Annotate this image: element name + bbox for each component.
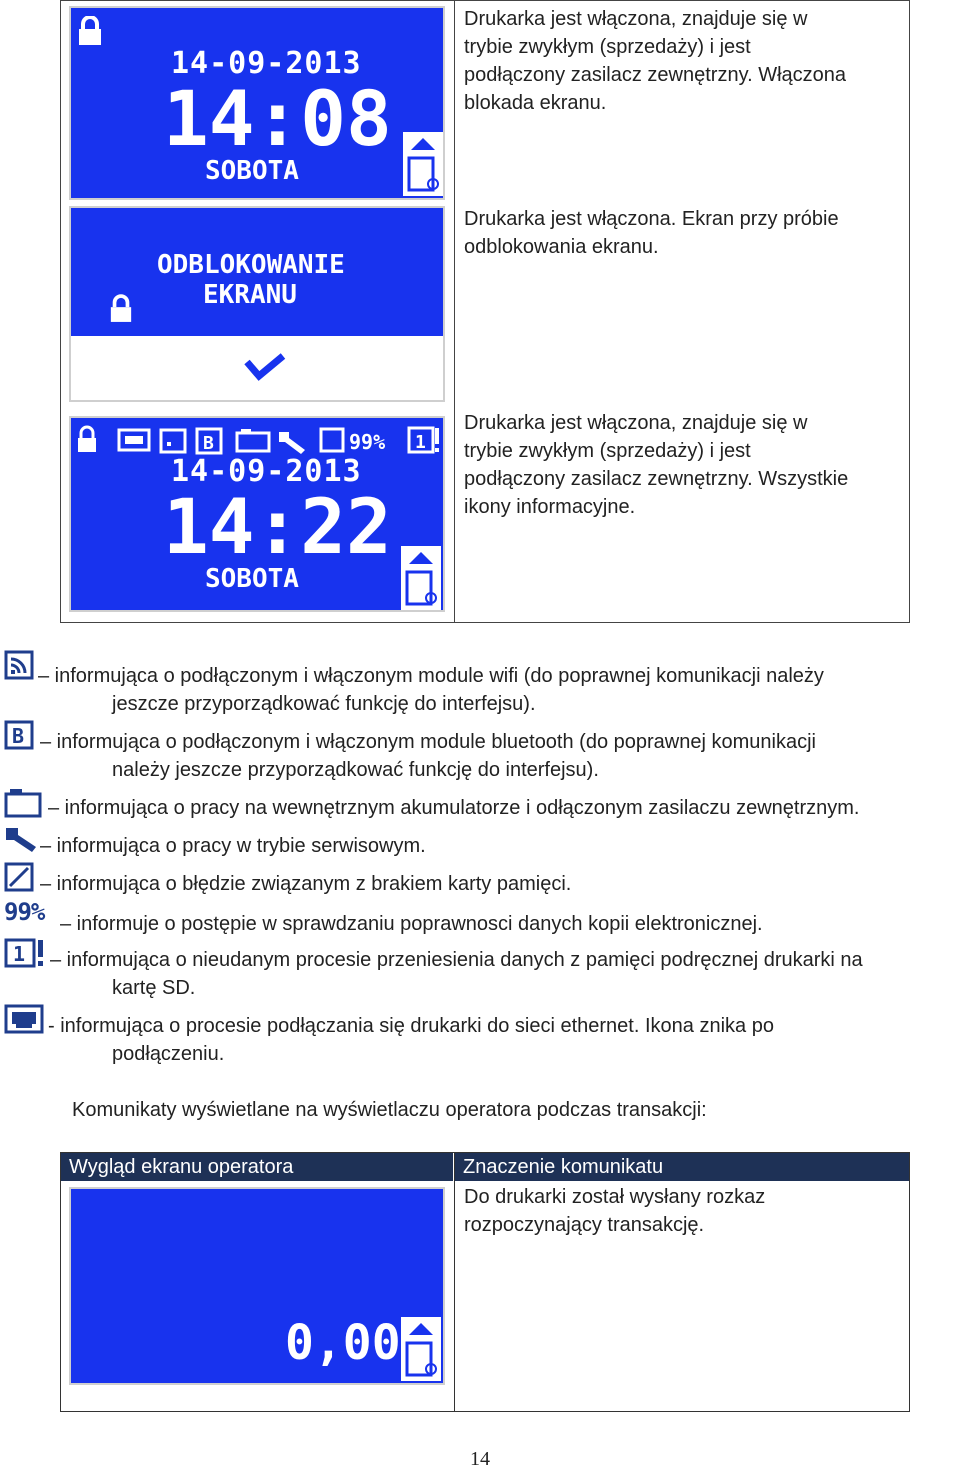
desc-line: ikony informacyjne. [464,496,636,518]
legend-text: – informuje o postępie w sprawdzaniu poprawnosci danych kopii elektronicznej. [60,913,763,935]
legend-item-ethernet [0,1004,960,1066]
sd-card-error-icon [4,862,36,892]
section-title: Komunikaty wyświetlane na wyświetlaczu operatora podczas transakcji: [72,1099,707,1121]
status-pct: 99% [349,430,386,454]
desc-line: trybie zwykłym (sprzedaży) i jest [464,440,751,462]
legend-item-number-one [0,938,960,1000]
screen-day: SOBOTA [205,564,299,594]
legend-item-sd [0,862,960,896]
desc-line: Drukarka jest włączona. Ekran przy próbie [464,208,839,230]
legend-text: – informująca o nieudanym procesie przeniesienia danych z pamięci podręcznej drukarki na [50,949,863,971]
legend-item-percent [0,898,960,938]
battery-icon [4,788,44,818]
screen-unlock [69,206,445,402]
desc-line: Drukarka jest włączona, znajduje się w [464,8,808,30]
transaction-table [60,1152,910,1412]
legend-text: – informująca o pracy na wewnętrznym akumulatorze i odłączonym zasilaczu zewnętrznym. [48,797,860,819]
svg-text:B: B [12,724,25,748]
lock-icon [109,294,133,324]
desc-line: rozpoczynający transakcję. [464,1214,705,1236]
desc-line: Do drukarki został wysłany rozkaz [464,1186,766,1208]
confirm-bar[interactable] [71,336,443,400]
desc-line: trybie zwykłym (sprzedaży) i jest [464,36,751,58]
legend-text: – informująca o błędzie związanym z brakiem karty pamięci. [40,873,572,895]
legend-item-wrench [0,824,960,858]
desc-line: odblokowania ekranu. [464,236,659,258]
row3-description [464,409,904,521]
wrench-icon [4,824,40,854]
screen-date: 14-09-2013 [171,454,362,489]
unlock-line2: EKRANU [203,280,297,310]
screen-transaction [69,1187,445,1385]
col-header-screen: Wygląd ekranu operatora [61,1153,453,1181]
desc-line: podłączony zasilacz zewnętrzny. Włączona [464,64,847,86]
ethernet-icon [4,1004,46,1034]
bt-letter: B [203,433,214,454]
paper-roll-icon [401,1317,441,1381]
row2-description [464,205,904,261]
wifi-icon [4,650,34,680]
screen-day: SOBOTA [205,156,299,186]
legend-item-wifi [0,648,960,715]
legend-text: – informująca o podłączonym i włączonym module wifi (do poprawnej komunikacji należy [38,665,824,687]
transaction-description [464,1183,904,1239]
paper-roll-icon [403,132,443,196]
row1-description [464,5,904,117]
desc-line: podłączony zasilacz zewnętrzny. Wszystkie [464,468,849,490]
bluetooth-icon [4,720,34,750]
screen-time: 14:22 [163,482,392,571]
screen-date: 14-09-2013 [171,46,362,81]
status-icons-row [75,424,441,458]
number-one-glyph: 1 [13,942,26,966]
legend-text: należy jeszcze przyporządkować funkcję do interfejsu). [112,759,599,781]
desc-line: Drukarka jest włączona, znajduje się w [464,412,808,434]
legend-text: – informująca o pracy w trybie serwisowym. [40,835,426,857]
legend-text: jeszcze przyporządkować funkcję do interfejsu). [112,693,536,715]
legend-text: podłączeniu. [112,1043,225,1065]
checkmark-icon [243,352,287,382]
screen-amount: 0,00 [285,1315,401,1371]
screen-locked [69,6,445,200]
legend-item-bluetooth [0,720,960,780]
col-header-meaning: Znaczenie komunikatu [455,1153,909,1181]
screen-time: 14:08 [163,74,392,163]
legend-text: – informująca o podłączonym i włączonym module bluetooth (do poprawnej komunikacji [40,731,816,753]
status-num: 1 [415,432,426,453]
screen-states-table [60,0,910,623]
page-number: 14 [470,1448,490,1470]
unlock-line1: ODBLOKOWANIE [157,250,345,280]
lock-icon [77,16,103,46]
paper-roll-icon [401,546,441,610]
number-one-icon [4,938,46,970]
screen-all-icons [69,416,445,612]
percent-icon: 99% [4,898,45,926]
legend-text: - informująca o procesie podłączania się drukarki do sieci ethernet. Ikona znika po [48,1015,774,1037]
legend-text: kartę SD. [112,977,196,999]
legend-item-battery [0,786,960,820]
desc-line: blokada ekranu. [464,92,607,114]
